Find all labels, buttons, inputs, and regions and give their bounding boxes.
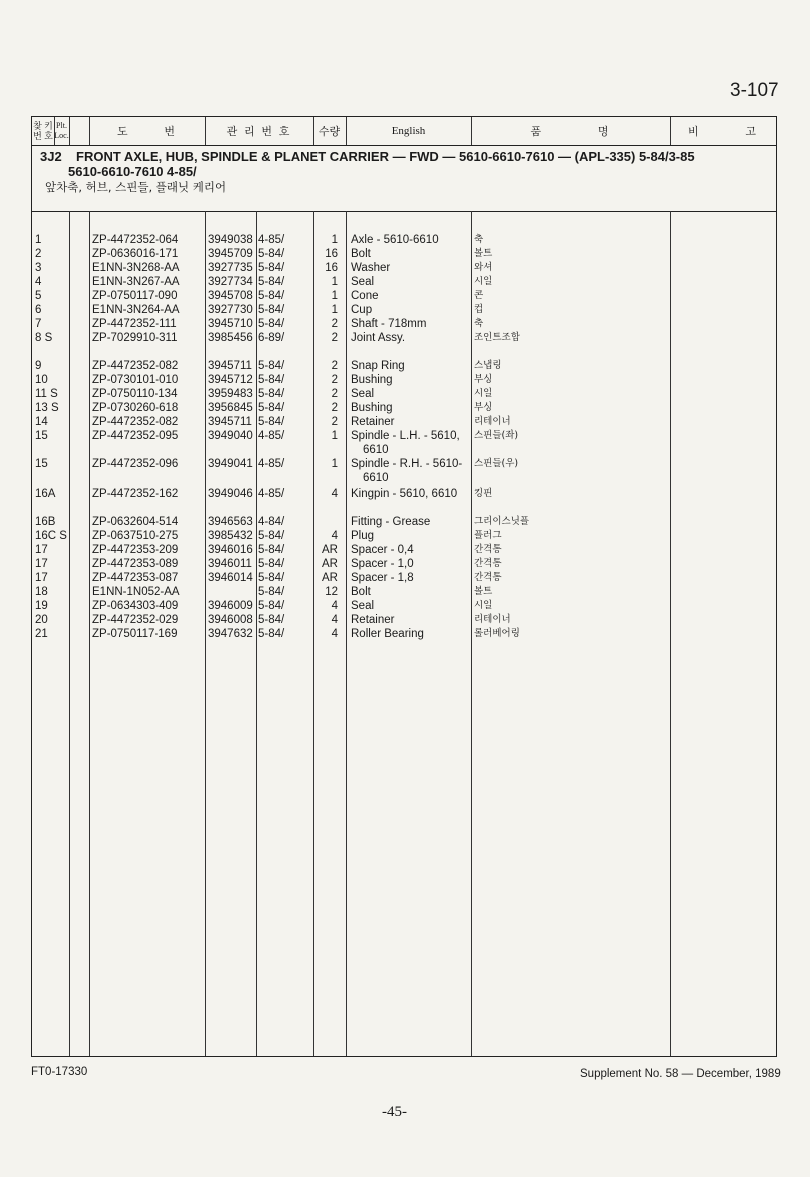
- footer-doc-code: FT0-17330: [31, 1066, 88, 1078]
- cell-english: Retainer: [351, 614, 395, 626]
- cell-korean: 플러그: [474, 530, 502, 541]
- cell-mgmt: 3945711: [208, 360, 252, 372]
- cell-english: Bolt: [351, 248, 371, 260]
- cell-korean: 축: [474, 234, 484, 245]
- cell-korean: 킹핀: [474, 488, 493, 499]
- cell-korean: 컵: [474, 304, 484, 315]
- cell-ref: 7: [35, 318, 42, 330]
- cell-ref: 10: [35, 374, 48, 386]
- cell-english: Seal: [351, 388, 375, 400]
- cell-english: Washer: [351, 262, 391, 274]
- cell-korean: 스핀들(우): [474, 458, 519, 469]
- cell-ref: 1: [35, 234, 42, 246]
- cell-english: Seal: [351, 600, 375, 612]
- cell-ref: 6: [35, 304, 42, 316]
- cell-mgmt: 3949046: [208, 488, 253, 500]
- cell-korean: 부싱: [474, 402, 493, 413]
- section-divider: [32, 211, 776, 212]
- cell-mgmt: 3927734: [208, 276, 253, 288]
- cell-qty: 2: [331, 332, 338, 344]
- cell-korean: 축: [474, 318, 484, 329]
- header-divider: [32, 145, 776, 146]
- parts-table: [31, 116, 777, 1057]
- cell-mgmt: 3945710: [208, 318, 253, 330]
- cell-date: 5-84/: [258, 558, 285, 570]
- cell-part: ZP-0636016-171: [92, 248, 179, 260]
- cell-english: Roller Bearing: [351, 628, 424, 640]
- cell-korean: 조인트조합: [474, 332, 520, 343]
- cell-date: 5-84/: [258, 530, 285, 542]
- cell-date: 5-84/: [258, 374, 285, 386]
- cell-qty: 16: [325, 262, 338, 274]
- cell-mgmt: 3945708: [208, 290, 253, 302]
- cell-date: 5-84/: [258, 262, 285, 274]
- cell-korean: 부싱: [474, 374, 493, 385]
- cell-korean: 간격통: [474, 544, 502, 555]
- cell-qty: 1: [331, 234, 338, 246]
- section-code: 3J2: [40, 149, 62, 164]
- cell-mgmt: 3945711: [208, 416, 252, 428]
- footer-page-number: -45-: [382, 1104, 407, 1120]
- section-title-line1: FRONT AXLE, HUB, SPINDLE & PLANET CARRIER — FWD — 5610-6610-7610 — (APL-335) 5-84/3-85: [76, 149, 695, 164]
- cell-english: Retainer: [351, 416, 395, 428]
- cell-english-cont: 6610: [363, 444, 389, 456]
- cell-part: E1NN-3N264-AA: [92, 304, 180, 316]
- cell-date: 4-85/: [258, 458, 285, 470]
- cell-part: ZP-0637510-275: [92, 530, 179, 542]
- cell-part: ZP-0750117-090: [92, 290, 178, 302]
- cell-english: Spindle - L.H. - 5610,: [351, 430, 460, 442]
- cell-part: ZP-0632604-514: [92, 516, 179, 528]
- cell-ref: 2: [35, 248, 42, 260]
- cell-qty: 1: [331, 304, 338, 316]
- cell-english: Cup: [351, 304, 373, 316]
- cell-ref: 3: [35, 262, 42, 274]
- cell-date: 4-85/: [258, 234, 285, 246]
- cell-date: 5-84/: [258, 586, 285, 598]
- cell-english: Shaft - 718mm: [351, 318, 427, 330]
- cell-qty: 2: [331, 374, 338, 386]
- cell-english: Spacer - 1,0: [351, 558, 414, 570]
- cell-english: Joint Assy.: [351, 332, 406, 344]
- header-loc: Plt. Loc.: [54, 121, 69, 140]
- cell-ref: 8 S: [35, 332, 53, 344]
- cell-date: 5-84/: [258, 318, 285, 330]
- cell-qty: 16: [325, 248, 338, 260]
- cell-ref: 5: [35, 290, 42, 302]
- cell-part: ZP-4472353-087: [92, 572, 179, 584]
- footer-supplement: Supplement No. 58 — December, 1989: [580, 1068, 781, 1080]
- cell-mgmt: 3946011: [208, 558, 252, 570]
- cell-qty: 4: [331, 628, 338, 640]
- cell-part: ZP-0730260-618: [92, 402, 179, 414]
- cell-ref: 15: [35, 458, 48, 470]
- cell-qty: 4: [331, 614, 338, 626]
- cell-mgmt: 3927730: [208, 304, 253, 316]
- cell-english: Plug: [351, 530, 375, 542]
- cell-ref: 13 S: [35, 402, 59, 414]
- cell-date: 5-84/: [258, 572, 285, 584]
- cell-ref: 17: [35, 544, 48, 556]
- cell-korean: 볼트: [474, 586, 493, 597]
- cell-mgmt: 3956845: [208, 402, 253, 414]
- cell-mgmt: 3945712: [208, 374, 253, 386]
- cell-date: 5-84/: [258, 304, 285, 316]
- cell-mgmt: 3949040: [208, 430, 253, 442]
- cell-qty: 2: [331, 360, 338, 372]
- cell-english-cont: 6610: [363, 472, 389, 484]
- cell-mgmt: 3959483: [208, 388, 253, 400]
- header-english: English: [391, 125, 426, 137]
- cell-mgmt: 3946016: [208, 544, 253, 556]
- cell-qty: 2: [331, 402, 338, 414]
- cell-date: 4-85/: [258, 488, 285, 500]
- cell-korean: 리테이너: [474, 614, 511, 625]
- cell-korean: 스냅링: [474, 360, 502, 371]
- cell-korean: 롤러베어링: [474, 628, 520, 639]
- cell-english: Axle - 5610-6610: [351, 234, 439, 246]
- cell-ref: 16C S: [35, 530, 67, 542]
- cell-date: 5-84/: [258, 544, 285, 556]
- cell-english: Snap Ring: [351, 360, 405, 372]
- cell-ref: 20: [35, 614, 48, 626]
- cell-qty: AR: [322, 572, 338, 584]
- cell-part: ZP-4472353-089: [92, 558, 179, 570]
- section-title-line2: 5610-6610-7610 4-85/: [68, 164, 197, 179]
- cell-part: ZP-7029910-311: [92, 332, 178, 344]
- cell-part: ZP-4472352-082: [92, 360, 179, 372]
- cell-korean: 와셔: [474, 262, 493, 273]
- cell-qty: 2: [331, 388, 338, 400]
- cell-korean: 리테이너: [474, 416, 511, 427]
- cell-mgmt: 3927735: [208, 262, 253, 274]
- cell-mgmt: 3946009: [208, 600, 253, 612]
- cell-korean: 볼트: [474, 248, 493, 259]
- cell-mgmt: 3985456: [208, 332, 253, 344]
- cell-english: Kingpin - 5610, 6610: [351, 488, 458, 500]
- cell-part: ZP-4472352-162: [92, 488, 179, 500]
- cell-part: ZP-0750117-169: [92, 628, 178, 640]
- cell-korean: 시일: [474, 388, 493, 399]
- cell-english: Cone: [351, 290, 379, 302]
- cell-korean: 시일: [474, 600, 493, 611]
- cell-qty: 2: [331, 416, 338, 428]
- cell-qty: 1: [331, 290, 338, 302]
- cell-qty: 4: [331, 488, 338, 500]
- cell-english: Fitting - Grease: [351, 516, 431, 528]
- header-korean: 품 명: [530, 126, 611, 138]
- cell-date: 5-84/: [258, 276, 285, 288]
- cell-date: 5-84/: [258, 416, 285, 428]
- cell-part: ZP-4472352-095: [92, 430, 179, 442]
- cell-english: Spacer - 0,4: [351, 544, 414, 556]
- cell-date: 4-84/: [258, 516, 285, 528]
- cell-ref: 16B: [35, 516, 56, 528]
- header-mgmt-number: 관 리 번 호: [226, 126, 292, 138]
- cell-mgmt: 3946008: [208, 614, 253, 626]
- header-ref: 찾 키 번 호: [33, 121, 53, 141]
- cell-date: 5-84/: [258, 614, 285, 626]
- cell-korean: 콘: [474, 290, 484, 301]
- cell-mgmt: 3949041: [208, 458, 253, 470]
- cell-date: 5-84/: [258, 290, 285, 302]
- cell-qty: 2: [331, 318, 338, 330]
- cell-date: 4-85/: [258, 430, 285, 442]
- cell-mgmt: 3985432: [208, 530, 253, 542]
- cell-mgmt: 3946563: [208, 516, 253, 528]
- cell-date: 5-84/: [258, 600, 285, 612]
- cell-korean: 간격통: [474, 558, 502, 569]
- cell-part: E1NN-3N268-AA: [92, 262, 180, 274]
- cell-part: ZP-4472352-082: [92, 416, 179, 428]
- section-title-korean: 앞차축, 허브, 스핀들, 플래닛 케리어: [45, 180, 227, 194]
- cell-english: Bolt: [351, 586, 371, 598]
- cell-korean: 간격통: [474, 572, 502, 583]
- cell-mgmt: 3947632: [208, 628, 253, 640]
- cell-qty: 1: [331, 458, 338, 470]
- cell-date: 5-84/: [258, 248, 285, 260]
- page-number: 3-107: [730, 80, 779, 101]
- cell-date: 5-84/: [258, 628, 285, 640]
- cell-ref: 19: [35, 600, 48, 612]
- cell-qty: 4: [331, 530, 338, 542]
- cell-date: 5-84/: [258, 402, 285, 414]
- cell-ref: 15: [35, 430, 48, 442]
- cell-ref: 18: [35, 586, 48, 598]
- cell-part: ZP-4472352-029: [92, 614, 179, 626]
- cell-english: Bushing: [351, 402, 393, 414]
- cell-part: ZP-4472352-064: [92, 234, 179, 246]
- cell-ref: 14: [35, 416, 48, 428]
- cell-mgmt: 3946014: [208, 572, 253, 584]
- cell-qty: 4: [331, 600, 338, 612]
- cell-qty: 12: [325, 586, 338, 598]
- header-part-number: 도 번: [116, 126, 177, 138]
- cell-date: 5-84/: [258, 360, 285, 372]
- header-remarks: 비 고: [687, 126, 758, 138]
- cell-mgmt: 3949038: [208, 234, 253, 246]
- cell-part: ZP-4472352-111: [92, 318, 177, 330]
- cell-qty: AR: [322, 558, 338, 570]
- cell-english: Spindle - R.H. - 5610-: [351, 458, 463, 470]
- cell-ref: 11 S: [35, 388, 58, 400]
- header-qty: 수량: [318, 126, 341, 138]
- cell-ref: 16A: [35, 488, 56, 500]
- cell-english: Bushing: [351, 374, 393, 386]
- cell-part: ZP-4472353-209: [92, 544, 179, 556]
- section-title: [40, 149, 695, 196]
- cell-qty: AR: [322, 544, 338, 556]
- cell-ref: 17: [35, 558, 48, 570]
- cell-part: ZP-0750110-134: [92, 388, 178, 400]
- cell-part: E1NN-1N052-AA: [92, 586, 180, 598]
- cell-qty: 1: [331, 276, 338, 288]
- cell-korean: 그리이스닛플: [474, 516, 530, 527]
- cell-korean: 스핀들(좌): [474, 430, 519, 441]
- cell-mgmt: 3945709: [208, 248, 253, 260]
- cell-ref: 9: [35, 360, 42, 372]
- cell-ref: 21: [35, 628, 48, 640]
- cell-english: Seal: [351, 276, 375, 288]
- cell-date: 6-89/: [258, 332, 285, 344]
- cell-part: ZP-0730101-010: [92, 374, 179, 386]
- cell-ref: 4: [35, 276, 42, 288]
- cell-part: ZP-0634303-409: [92, 600, 179, 612]
- cell-english: Spacer - 1,8: [351, 572, 414, 584]
- cell-korean: 시일: [474, 276, 493, 287]
- cell-qty: 1: [331, 430, 338, 442]
- cell-part: ZP-4472352-096: [92, 458, 179, 470]
- cell-part: E1NN-3N267-AA: [92, 276, 180, 288]
- cell-date: 5-84/: [258, 388, 285, 400]
- cell-ref: 17: [35, 572, 48, 584]
